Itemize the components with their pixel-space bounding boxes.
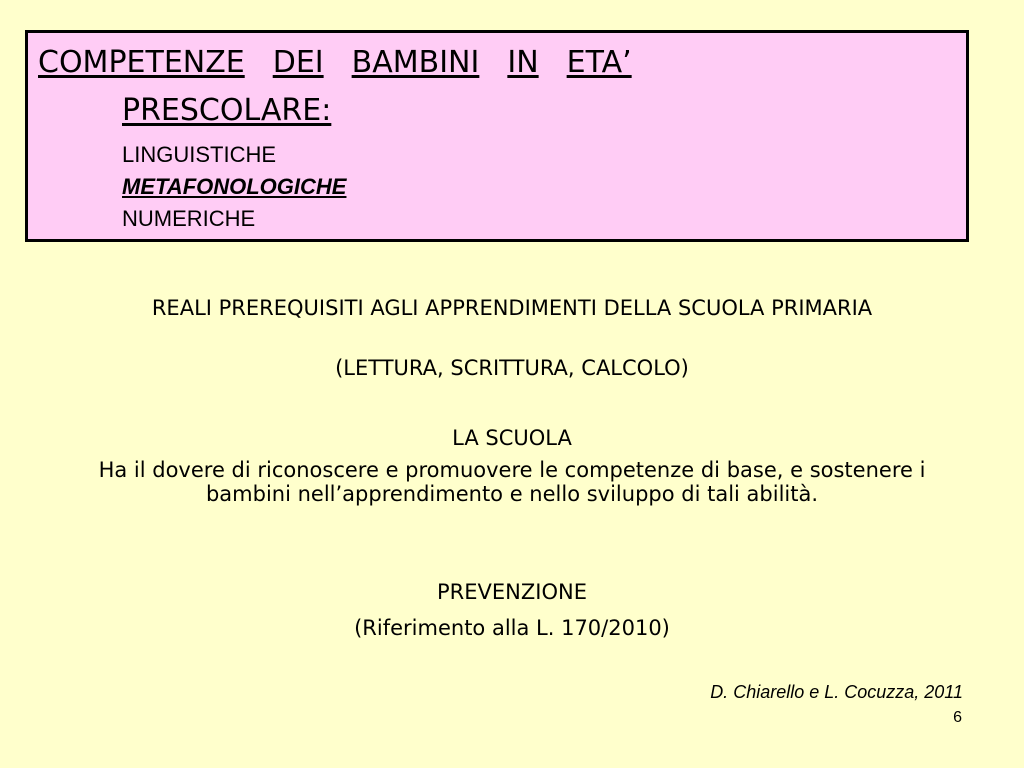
- author-credit: D. Chiarello e L. Cocuzza, 2011: [710, 682, 963, 702]
- title-line-1: [38, 45, 632, 81]
- title-word: IN: [507, 45, 539, 80]
- competence-item-numeric: NUMERICHE: [122, 206, 256, 231]
- title-word: COMPETENZE: [38, 45, 245, 80]
- prevention-reference: (Riferimento alla L. 170/2010): [354, 616, 670, 640]
- title-word: DEI: [272, 45, 324, 80]
- page-number: 6: [953, 709, 962, 726]
- title-line-2: PRESCOLARE:: [122, 93, 332, 128]
- title-word: BAMBINI: [351, 45, 480, 80]
- prevention-heading: PREVENZIONE: [437, 580, 587, 604]
- competence-item-linguistic: LINGUISTICHE: [122, 142, 277, 167]
- prerequisites-list: (LETTURA, SCRITTURA, CALCOLO): [335, 356, 689, 380]
- school-heading: LA SCUOLA: [452, 426, 572, 450]
- school-paragraph: Ha il dovere di riconoscere e promuovere le competenze di base, e sostenere i bambini nell’apprendimento e nello sviluppo di tali abilità.: [98, 458, 926, 506]
- title-word: ETA’: [566, 45, 632, 80]
- title-box: [25, 30, 969, 242]
- competence-item-metaphonological: METAFONOLOGICHE: [122, 174, 347, 199]
- prerequisites-text: REALI PREREQUISITI AGLI APPRENDIMENTI DELLA SCUOLA PRIMARIA: [151, 296, 873, 320]
